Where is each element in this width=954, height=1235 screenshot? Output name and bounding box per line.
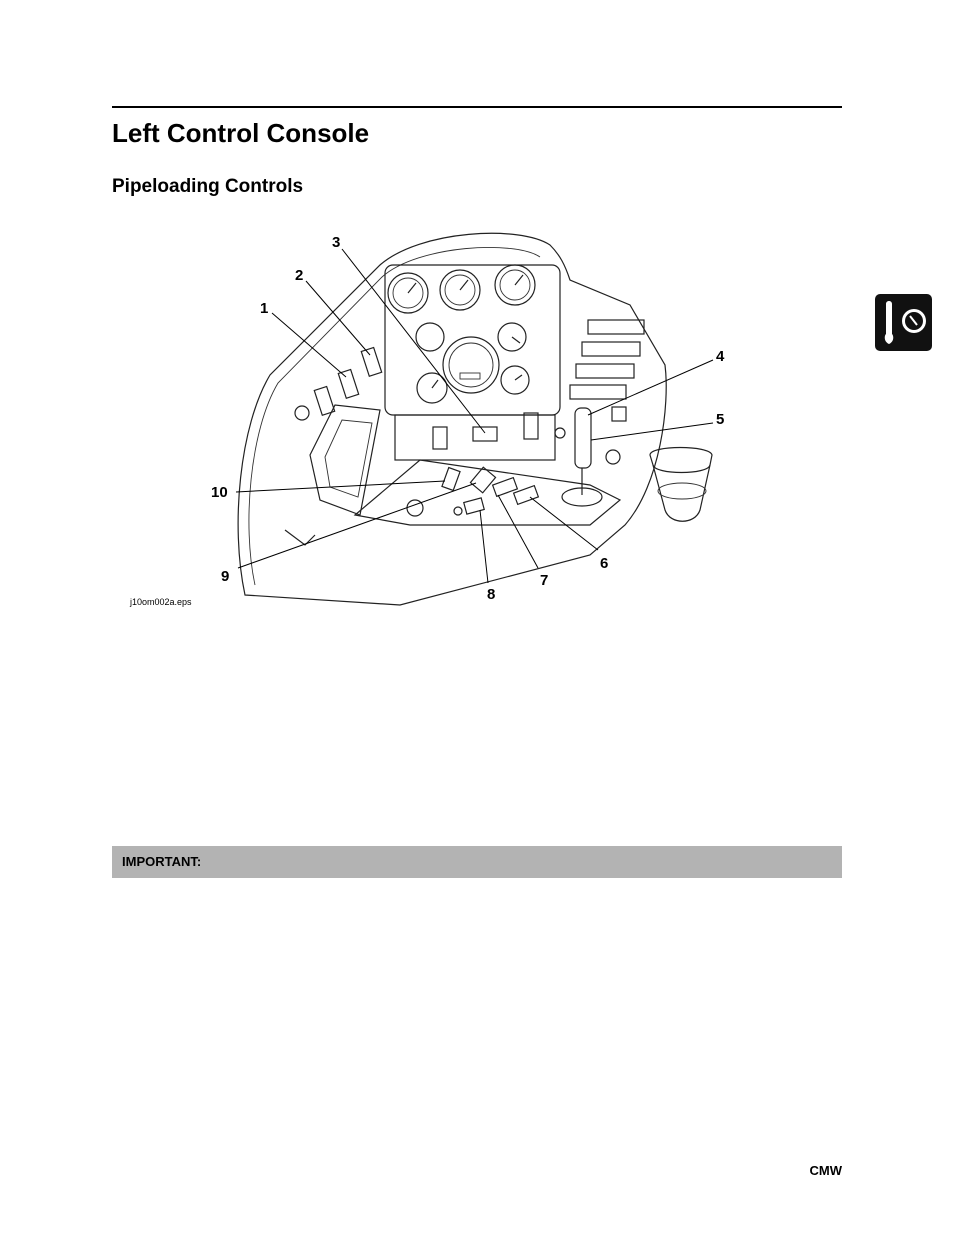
callout-4: 4 xyxy=(716,348,725,365)
callout-8: 8 xyxy=(487,586,496,603)
callout-6: 6 xyxy=(600,555,609,572)
callout-10: 10 xyxy=(211,484,228,501)
section-title: Pipeloading Controls xyxy=(112,176,304,197)
callout-5: 5 xyxy=(716,411,725,428)
top-rule xyxy=(112,106,842,108)
lever-and-gauge-icon xyxy=(875,294,932,351)
callout-3: 3 xyxy=(332,234,341,251)
important-label: IMPORTANT: xyxy=(122,854,202,869)
callout-9: 9 xyxy=(221,568,230,585)
footer-code: CMW xyxy=(809,1163,842,1178)
figure-file-label: j10om002a.eps xyxy=(130,597,192,607)
callout-7: 7 xyxy=(540,572,549,589)
page-title: Left Control Console xyxy=(112,118,370,148)
callout-1: 1 xyxy=(260,300,269,317)
important-notice-bar xyxy=(112,846,842,878)
console-illustration xyxy=(120,225,740,610)
callout-2: 2 xyxy=(295,267,304,284)
